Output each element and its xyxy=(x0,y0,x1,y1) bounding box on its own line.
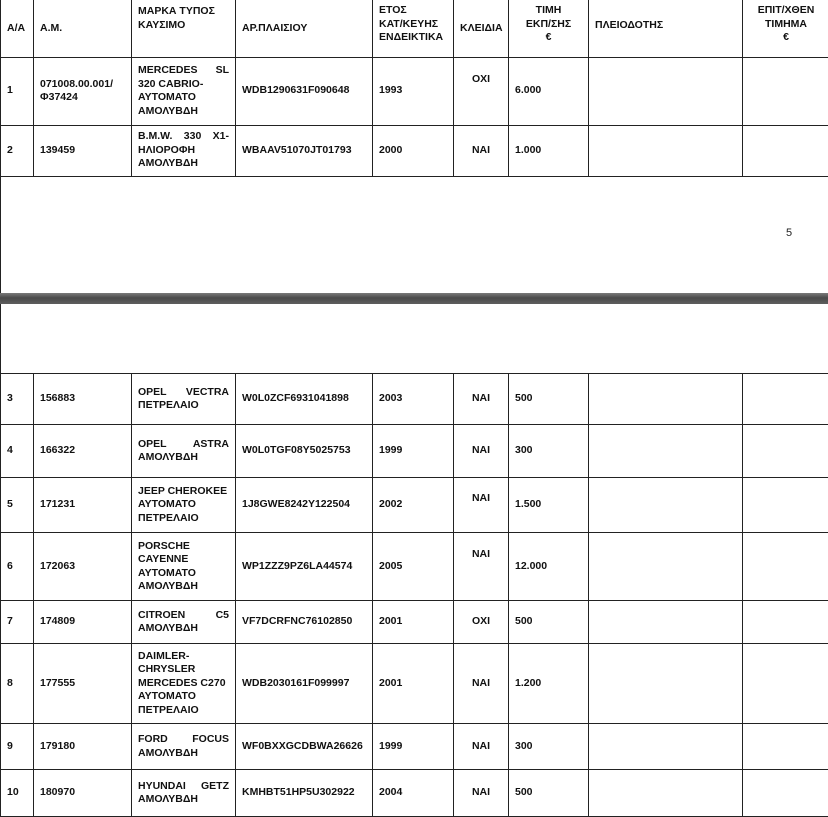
table-header-row xyxy=(1,0,828,57)
cell-timi: 300 xyxy=(509,724,589,770)
vehicle-table-page-1 xyxy=(0,0,828,177)
cell-plaisio: 1J8GWE8242Y122504 xyxy=(236,478,373,533)
table-row xyxy=(1,533,828,601)
table-row xyxy=(1,125,828,176)
cell-aa: 10 xyxy=(1,770,34,817)
cell-am: 139459 xyxy=(34,125,132,176)
table-row xyxy=(1,770,828,817)
cell-pleiodotis xyxy=(589,478,743,533)
table-row xyxy=(1,425,828,478)
cell-aa: 7 xyxy=(1,601,34,644)
table-row xyxy=(1,57,828,125)
header-am: Α.Μ. xyxy=(34,0,132,57)
cell-pleiodotis xyxy=(589,425,743,478)
cell-timi: 1.500 xyxy=(509,478,589,533)
cell-marka: HYUNDAI GETZ ΑΜΟΛΥΒΔΗ xyxy=(132,770,236,817)
table-row xyxy=(1,601,828,644)
cell-timi: 1.200 xyxy=(509,644,589,724)
cell-etos: 2005 xyxy=(373,533,454,601)
cell-etos: 2001 xyxy=(373,644,454,724)
cell-pleiodotis xyxy=(589,125,743,176)
cell-plaisio: WDB2030161F099997 xyxy=(236,644,373,724)
cell-epitxthen xyxy=(743,425,828,478)
cell-etos: 2004 xyxy=(373,770,454,817)
page-number: 5 xyxy=(786,227,792,239)
cell-plaisio: WBAAV51070JT01793 xyxy=(236,125,373,176)
cell-marka: DAIMLER- CHRYSLER MERCEDES C270 ΑΥΤΟΜΑΤΟ ΠΕΤΡΕΛΑΙΟ xyxy=(132,644,236,724)
cell-kleidia: ΟΧΙ xyxy=(454,57,509,125)
cell-plaisio: VF7DCRFNC76102850 xyxy=(236,601,373,644)
cell-timi: 12.000 xyxy=(509,533,589,601)
cell-etos: 1999 xyxy=(373,425,454,478)
page-separator xyxy=(0,293,828,304)
cell-epitxthen xyxy=(743,724,828,770)
cell-etos: 1999 xyxy=(373,724,454,770)
cell-am: 172063 xyxy=(34,533,132,601)
cell-am: 166322 xyxy=(34,425,132,478)
cell-epitxthen xyxy=(743,374,828,425)
cell-marka: FORD FOCUS ΑΜΟΛΥΒΔΗ xyxy=(132,724,236,770)
cell-timi: 500 xyxy=(509,601,589,644)
cell-aa: 5 xyxy=(1,478,34,533)
cell-epitxthen xyxy=(743,770,828,817)
cell-timi: 300 xyxy=(509,425,589,478)
cell-kleidia: ΝΑΙ xyxy=(454,533,509,601)
cell-marka: OPEL VECTRA ΠΕΤΡΕΛΑΙΟ xyxy=(132,374,236,425)
cell-epitxthen xyxy=(743,644,828,724)
cell-epitxthen xyxy=(743,478,828,533)
cell-timi: 6.000 xyxy=(509,57,589,125)
cell-plaisio: WF0BXXGCDBWA26626 xyxy=(236,724,373,770)
cell-pleiodotis xyxy=(589,533,743,601)
header-aa: Α/Α xyxy=(1,0,34,57)
cell-plaisio: W0L0TGF08Y5025753 xyxy=(236,425,373,478)
table-row xyxy=(1,724,828,770)
cell-etos: 2000 xyxy=(373,125,454,176)
table-row xyxy=(1,478,828,533)
cell-timi: 500 xyxy=(509,770,589,817)
cell-aa: 8 xyxy=(1,644,34,724)
header-pleiodotis: ΠΛΕΙΟΔΟΤΗΣ xyxy=(589,0,743,57)
cell-etos: 2001 xyxy=(373,601,454,644)
cell-etos: 2003 xyxy=(373,374,454,425)
cell-epitxthen xyxy=(743,601,828,644)
cell-marka: JEEP CHEROKEE ΑΥΤΟΜΑΤΟ ΠΕΤΡΕΛΑΙΟ xyxy=(132,478,236,533)
cell-am: 071008.00.001/ Φ37424 xyxy=(34,57,132,125)
cell-pleiodotis xyxy=(589,601,743,644)
cell-am: 177555 xyxy=(34,644,132,724)
cell-am: 174809 xyxy=(34,601,132,644)
cell-kleidia: ΝΑΙ xyxy=(454,478,509,533)
cell-plaisio: WDB1290631F090648 xyxy=(236,57,373,125)
cell-marka: MERCEDES SL 320 CABRIO- ΑΥΤΟΜΑΤΟ ΑΜΟΛΥΒΔΗ xyxy=(132,57,236,125)
header-epitxthen: ΕΠΙΤ/ΧΘΕΝ ΤΙΜΗΜΑ € xyxy=(743,0,828,57)
cell-am: 171231 xyxy=(34,478,132,533)
cell-aa: 4 xyxy=(1,425,34,478)
cell-kleidia: ΟΧΙ xyxy=(454,601,509,644)
cell-marka: OPEL ASTRA ΑΜΟΛΥΒΔΗ xyxy=(132,425,236,478)
cell-marka: PORSCHE CAYENNE ΑΥΤΟΜΑΤΟ ΑΜΟΛΥΒΔΗ xyxy=(132,533,236,601)
cell-pleiodotis xyxy=(589,770,743,817)
cell-pleiodotis xyxy=(589,724,743,770)
table-row xyxy=(1,644,828,724)
cell-aa: 2 xyxy=(1,125,34,176)
cell-kleidia: ΝΑΙ xyxy=(454,374,509,425)
cell-pleiodotis xyxy=(589,57,743,125)
cell-epitxthen xyxy=(743,125,828,176)
header-etos: ΕΤΟΣ ΚΑΤ/ΚΕΥΗΣ ΕΝΔΕΙΚΤΙΚΑ xyxy=(373,0,454,57)
cell-timi: 1.000 xyxy=(509,125,589,176)
cell-am: 180970 xyxy=(34,770,132,817)
header-kleidia: ΚΛΕΙΔΙΑ xyxy=(454,0,509,57)
table-row xyxy=(1,374,828,425)
cell-marka: B.M.W. 330 X1- ΗΛΙΟΡΟΦΗ ΑΜΟΛΥΒΔΗ xyxy=(132,125,236,176)
cell-aa: 1 xyxy=(1,57,34,125)
cell-kleidia: ΝΑΙ xyxy=(454,644,509,724)
cell-pleiodotis xyxy=(589,374,743,425)
cell-aa: 3 xyxy=(1,374,34,425)
cell-plaisio: W0L0ZCF6931041898 xyxy=(236,374,373,425)
cell-epitxthen xyxy=(743,533,828,601)
cell-kleidia: ΝΑΙ xyxy=(454,724,509,770)
cell-am: 179180 xyxy=(34,724,132,770)
cell-plaisio: KMHBT51HP5U302922 xyxy=(236,770,373,817)
cell-pleiodotis xyxy=(589,644,743,724)
cell-am: 156883 xyxy=(34,374,132,425)
header-timi: ΤΙΜΗ ΕΚΠ/ΣΗΣ € xyxy=(509,0,589,57)
cell-marka: CITROEN C5 ΑΜΟΛΥΒΔΗ xyxy=(132,601,236,644)
vehicle-table-page-2 xyxy=(0,373,828,817)
cell-aa: 9 xyxy=(1,724,34,770)
cell-etos: 1993 xyxy=(373,57,454,125)
cell-kleidia: ΝΑΙ xyxy=(454,770,509,817)
header-marka: ΜΑΡΚΑ ΤΥΠΟΣ ΚΑΥΣΙΜΟ xyxy=(132,0,236,57)
cell-plaisio: WP1ZZZ9PZ6LA44574 xyxy=(236,533,373,601)
cell-kleidia: ΝΑΙ xyxy=(454,125,509,176)
cell-kleidia: ΝΑΙ xyxy=(454,425,509,478)
cell-etos: 2002 xyxy=(373,478,454,533)
cell-aa: 6 xyxy=(1,533,34,601)
header-plaisio: ΑΡ.ΠΛΑΙΣΙΟΥ xyxy=(236,0,373,57)
cell-timi: 500 xyxy=(509,374,589,425)
cell-epitxthen xyxy=(743,57,828,125)
